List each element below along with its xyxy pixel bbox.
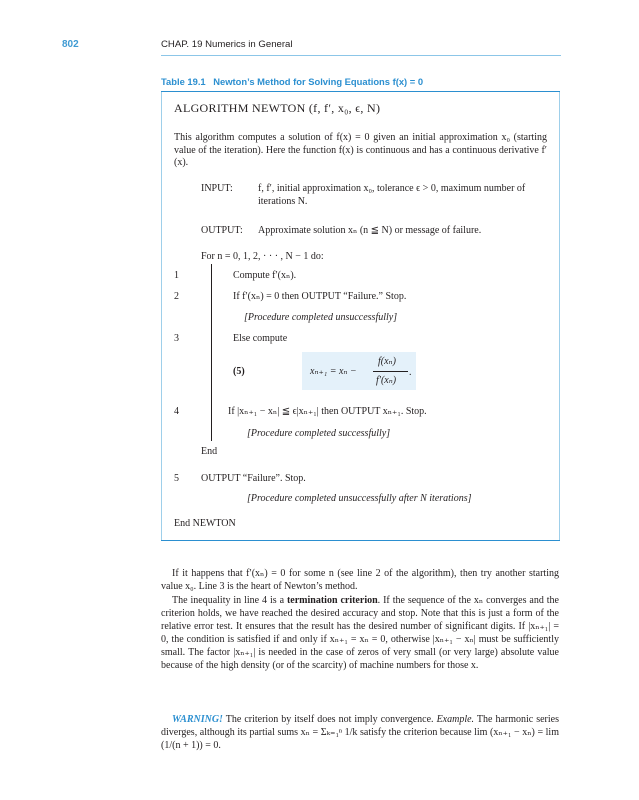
header-rule bbox=[161, 55, 561, 56]
step-note-successful: [Procedure completed successfully] bbox=[247, 428, 391, 439]
input-label: INPUT: bbox=[201, 183, 233, 194]
page-number: 802 bbox=[62, 39, 79, 50]
step-output-failure: OUTPUT “Failure”. Stop. bbox=[201, 473, 306, 484]
paragraph-warning: WARNING! The criterion by itself does not imply convergence. Example. The harmonic series diverges, although its partial sums xₙ = Σₖ₌₁ⁿ 1/k satisfy the criterion because lim (xₙ₊₁ − xₙ) = lim (1/(n + 1)) = 0. bbox=[161, 714, 559, 752]
example-label: Example. bbox=[436, 714, 475, 725]
paragraph-failure-case: If it happens that f′(xₙ) = 0 for some n (see line 2 of the algorithm), then try another starting value x₀. Line 3 is the heart of Newton’s method. bbox=[161, 568, 559, 593]
term-termination-criterion: termination criterion bbox=[286, 595, 378, 606]
step-compute-derivative: Compute f′(xₙ). bbox=[233, 270, 297, 281]
output-text: Approximate solution xₙ (n ≦ N) or message of failure. bbox=[258, 225, 482, 236]
line-number: 1 bbox=[174, 270, 179, 281]
line-number: 2 bbox=[174, 291, 179, 302]
table-label: Table 19.1 bbox=[161, 76, 206, 87]
equation-numerator: f(xₙ) bbox=[378, 356, 396, 367]
algorithm-title: ALGORITHM NEWTON (f, f′, x₀, ϵ, N) bbox=[174, 101, 381, 115]
step-else-compute: Else compute bbox=[233, 333, 288, 344]
end-newton: End NEWTON bbox=[174, 518, 236, 529]
for-loop-header: For n = 0, 1, 2, · · · , N − 1 do: bbox=[201, 251, 324, 262]
line-number: 5 bbox=[174, 473, 179, 484]
warning-label: WARNING! bbox=[172, 714, 223, 725]
input-text: f, f′, initial approximation x₀, tolerance ϵ > 0, maximum number of iterations N. bbox=[258, 183, 526, 207]
output-label: OUTPUT: bbox=[201, 225, 243, 236]
table-title: Newton’s Method for Solving Equations f(x) = 0 bbox=[213, 76, 424, 87]
fraction-bar bbox=[373, 371, 408, 372]
equation-period: . bbox=[409, 367, 412, 378]
algorithm-top-rule bbox=[161, 91, 560, 92]
loop-bracket-line bbox=[211, 264, 212, 441]
running-head: CHAP. 19 Numerics in General bbox=[161, 39, 293, 50]
equation-number: (5) bbox=[233, 366, 245, 377]
equation-denominator: f′(xₙ) bbox=[376, 375, 397, 386]
line-number: 4 bbox=[174, 406, 179, 417]
step-zero-derivative-check: If f′(xₙ) = 0 then OUTPUT “Failure.” Stop. bbox=[233, 291, 407, 302]
line-number: 3 bbox=[174, 333, 179, 344]
table-caption bbox=[161, 76, 423, 87]
end-loop: End bbox=[201, 446, 218, 457]
step-note-max-iterations: [Procedure completed unsuccessfully after N iterations] bbox=[247, 493, 472, 504]
algorithm-description: This algorithm computes a solution of f(x) = 0 given an initial approximation x₀ (starting value of the iteration). Here the function f(x) is continuous and has a continuous derivative f′(x). bbox=[174, 132, 547, 169]
paragraph-termination-criterion: The inequality in line 4 is a termination criterion. If the sequence of the xₙ converges and the criterion holds, we have reached the desired accuracy and stop. Note that this is just a form of the relative error test. It ensures that the result has the desired number of significant digits. If |xₙ₊₁| = 0, the condition is satisfied if and only if xₙ₊₁ = xₙ = 0, otherwise |xₙ₊₁ − xₙ| must be sufficiently small. The factor |xₙ₊₁| is needed in the case of zeros of very small (or very large) absolute value because of the high density (or of the scarcity) of machine numbers for those x. bbox=[161, 595, 559, 672]
algorithm-bottom-rule bbox=[161, 540, 560, 541]
equation-lhs: xₙ₊₁ = xₙ − bbox=[310, 366, 357, 377]
step-termination-test: If |xₙ₊₁ − xₙ| ≦ ϵ|xₙ₊₁| then OUTPUT xₙ₊₁. Stop. bbox=[228, 406, 427, 417]
step-note-unsuccessful: [Procedure completed unsuccessfully] bbox=[244, 312, 398, 323]
